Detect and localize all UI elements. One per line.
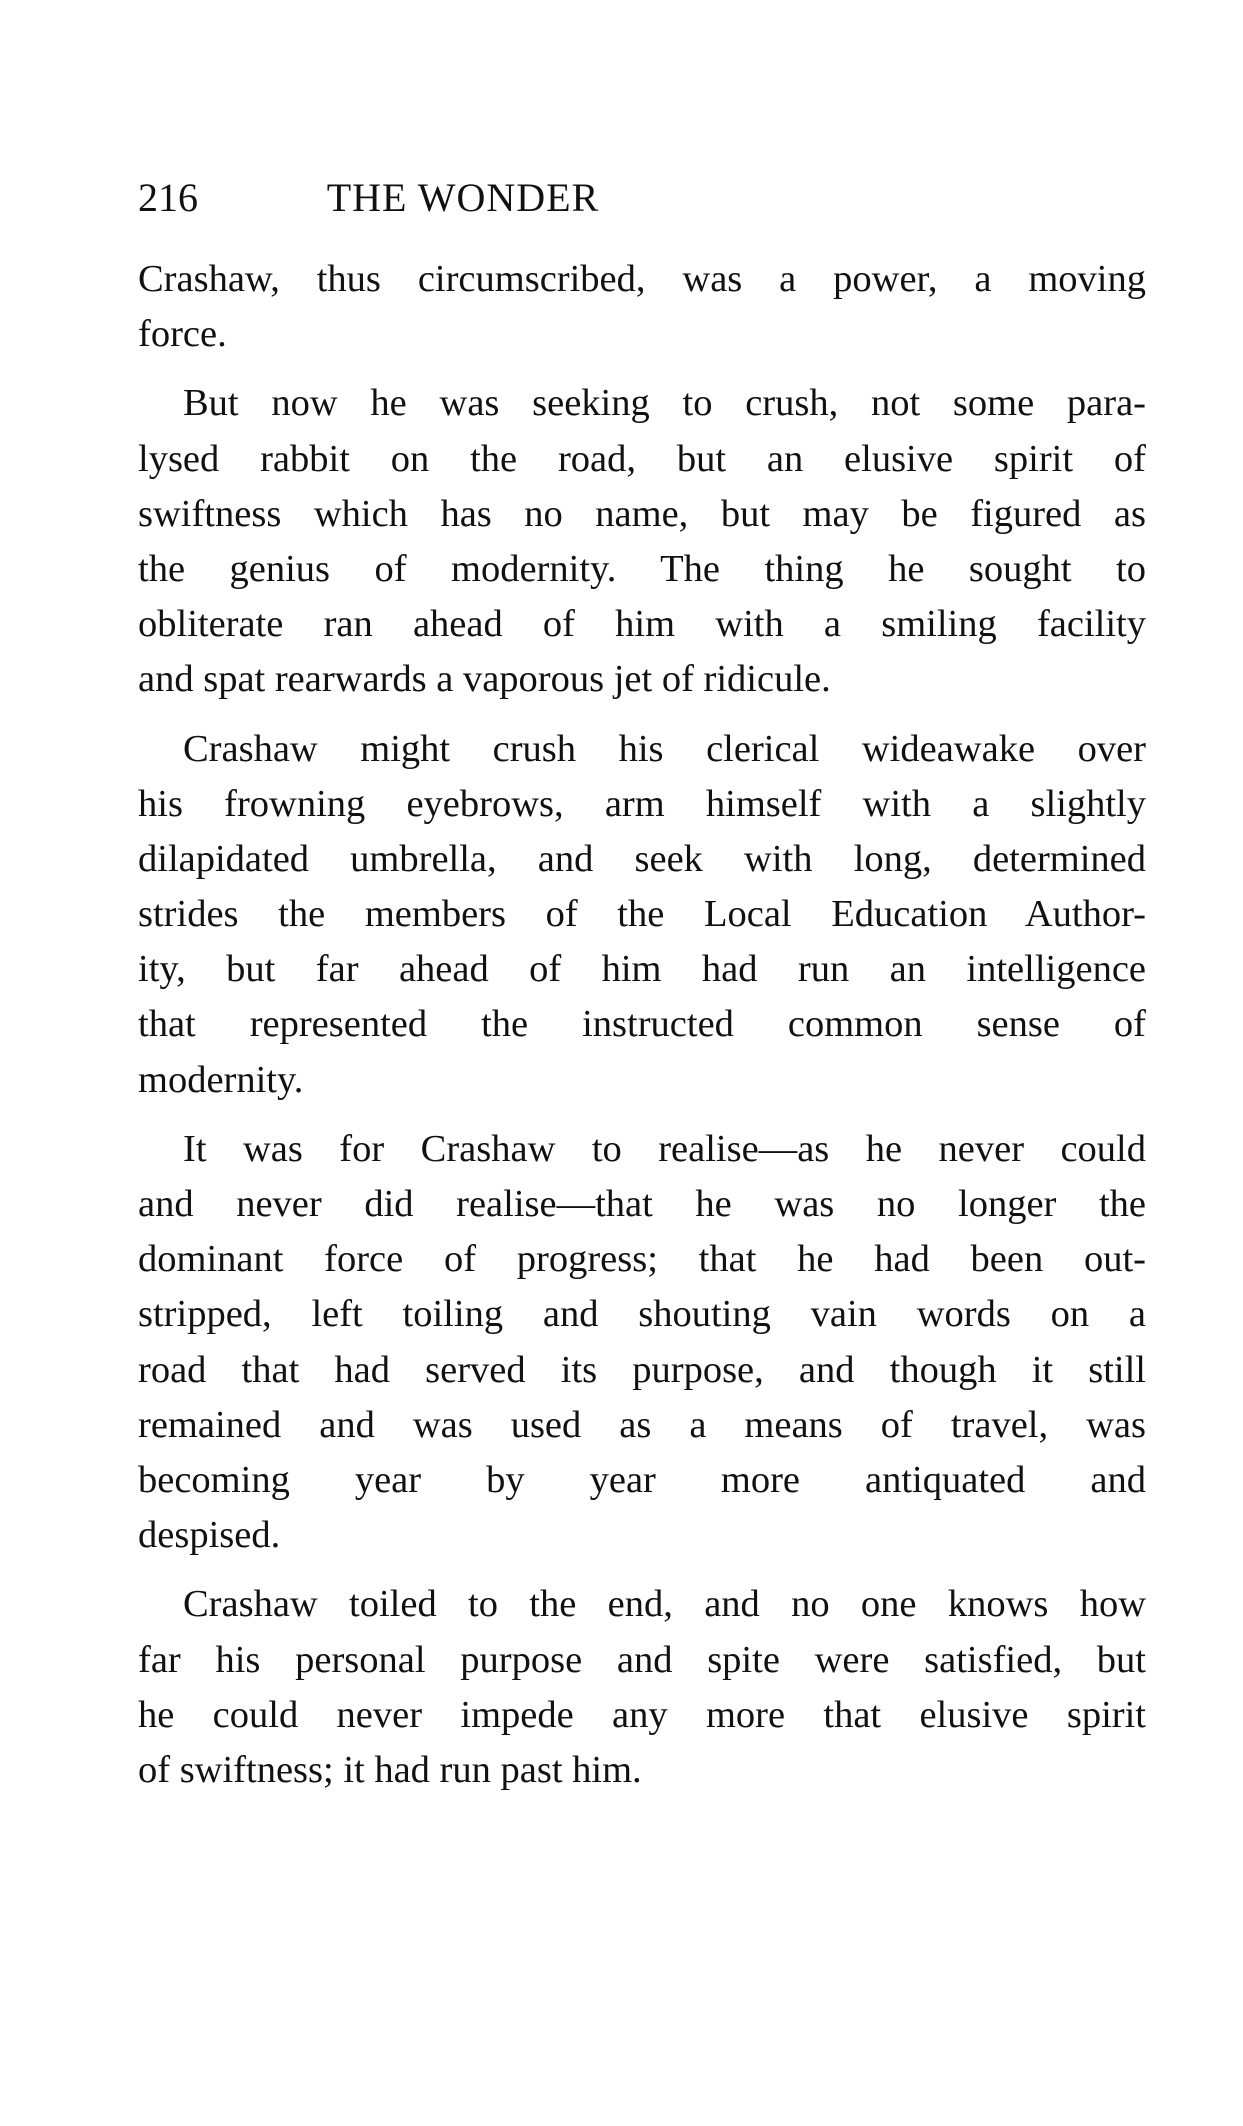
text-line: Crashaw, thus circumscribed, was a power, a moving — [138, 258, 1146, 300]
text-line: becoming year by year more antiquated and — [138, 1458, 1146, 1501]
text-line: of swiftness; it had run past him. — [138, 1748, 642, 1791]
text-line: force. — [138, 313, 227, 356]
text-line: It was for Crashaw to realise—as he never could — [183, 1127, 1146, 1170]
text-line: despised. — [138, 1514, 281, 1557]
paragraph — [138, 376, 1146, 707]
page-body — [138, 252, 1146, 1812]
text-line: stripped, left toiling and shouting vain words on a — [138, 1293, 1146, 1336]
text-line: that represented the instructed common sense of — [138, 1003, 1146, 1046]
text-line: road that had served its purpose, and though it still — [138, 1348, 1146, 1391]
page-number: 216 — [138, 175, 198, 220]
text-line: But now he was seeking to crush, not some para- — [183, 382, 1146, 425]
text-line: ity, but far ahead of him had run an intelligence — [138, 948, 1146, 991]
text-line: Crashaw toiled to the end, and no one knows how — [183, 1583, 1146, 1626]
paragraph — [138, 722, 1146, 1108]
paragraph — [138, 1577, 1146, 1798]
text-line: strides the members of the Local Education Author- — [138, 893, 1146, 936]
running-title: THE WONDER — [326, 175, 600, 220]
text-line: his frowning eyebrows, arm himself with a slightly — [138, 782, 1146, 825]
paragraph — [138, 252, 1146, 362]
text-line: modernity. — [138, 1058, 304, 1101]
paragraph — [138, 1122, 1146, 1564]
text-line: dilapidated umbrella, and seek with long, determined — [138, 837, 1146, 880]
text-line: obliterate ran ahead of him with a smiling facility — [138, 603, 1146, 646]
text-line: lysed rabbit on the road, but an elusive spirit of — [138, 437, 1146, 480]
text-line: dominant force of progress; that he had been out- — [138, 1238, 1146, 1281]
text-line: remained and was used as a means of travel, was — [138, 1403, 1146, 1446]
text-line: and never did realise—that he was no longer the — [138, 1183, 1146, 1225]
text-line: Crashaw might crush his clerical wideawake over — [183, 727, 1146, 770]
text-line: swiftness which has no name, but may be figured as — [138, 492, 1146, 535]
text-line: far his personal purpose and spite were satisfied, but — [138, 1638, 1146, 1681]
text-line: he could never impede any more that elusive spirit — [138, 1693, 1146, 1736]
text-line: and spat rearwards a vaporous jet of ridicule. — [138, 658, 831, 701]
text-line: the genius of modernity. The thing he sought to — [138, 547, 1146, 590]
